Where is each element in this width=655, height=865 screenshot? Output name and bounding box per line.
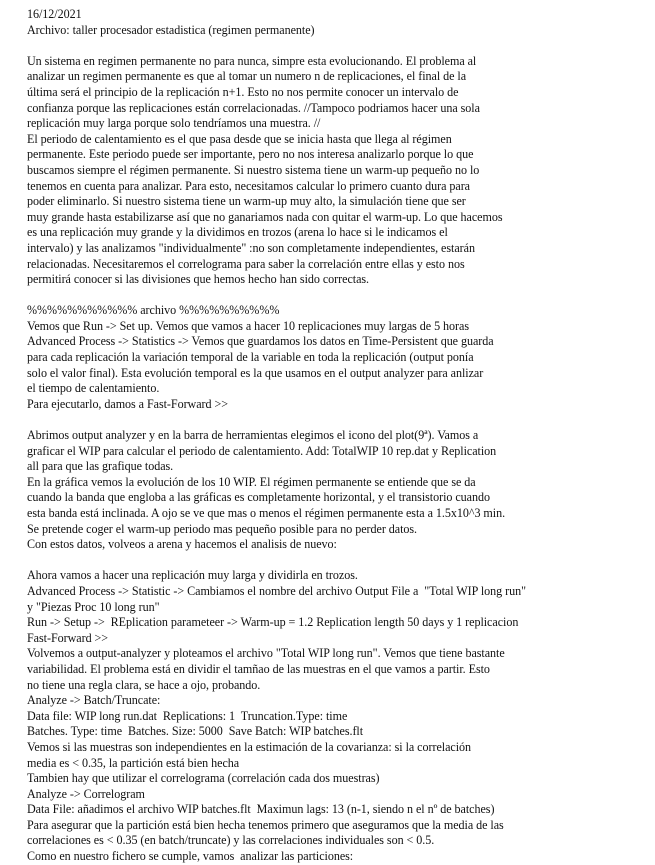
text-line: Advanced Process -> Statistics -> Vemos que guardamos los datos en Time-Persistent que guarda xyxy=(27,334,494,349)
text-line: poder eliminarlo. Si nuestro sistema tiene un warm-up muy alto, la simulación tiene que ser xyxy=(27,194,466,209)
text-line: Tambien hay que utilizar el correlograma (correlación cada dos muestras) xyxy=(27,771,380,786)
section-run-setup xyxy=(27,319,647,413)
text-line: En la gráfica vemos la evolución de los 10 WIP. El régimen permanente se entiende que se da xyxy=(27,474,476,489)
text-line: y "Piezas Proc 10 long run" xyxy=(27,599,160,614)
text-line: para cada replicación la variación temporal de la variable en toda la replicación (output ponía xyxy=(27,350,474,365)
text-line: confianza porque las replicaciones están correlacionadas. //Tampoco podriamos hacer una sola xyxy=(27,100,480,115)
text-line: Vemos si las muestras son independientes en la estimación de la covarianza: si la correlación xyxy=(27,739,472,754)
document-date: 16/12/2021 xyxy=(27,7,82,21)
text-line: solo el valor final). Esta evolución temporal es la que usamos en el output analyzer para anlizar xyxy=(27,365,484,380)
section-long-replication xyxy=(27,568,647,864)
text-line: última será el principio de la replicación n+1. Esto no nos permite conocer un intervalo de xyxy=(27,84,459,99)
text-line: replicación muy larga porque solo tendríamos una muestra. // xyxy=(27,116,321,131)
section-output-analyzer xyxy=(27,428,647,553)
blank-line xyxy=(27,412,647,428)
blank-line xyxy=(27,38,647,54)
text-line: permitirá conocer si las divisiones que hemos hecho han sido correctas. xyxy=(27,272,370,287)
text-line: es una replicación muy grande y la dividimos en trozos (arena lo hace si le indicamos el xyxy=(27,225,448,240)
text-line: Data file: WIP long run.dat Replications: 1 Truncation.Type: time xyxy=(27,708,348,723)
intro-paragraph xyxy=(27,54,647,288)
text-line: variabilidad. El problema está en dividir el tamñao de las muestras en el que vamos a partir. Esto xyxy=(27,661,490,676)
text-line: muy grande hasta estabilizarse así que no ganariamos nada con quitar el warm-up. Lo que hacemos xyxy=(27,209,503,224)
text-line: Ahora vamos a hacer una replicación muy larga y dividirla en trozos. xyxy=(27,568,358,583)
text-line: correlaciones es < 0.35 (en batch/truncate) y las correlaciones individuales son < 0.5. xyxy=(27,833,435,848)
text-line: el tiempo de calentamiento. xyxy=(27,381,160,396)
text-line: Abrimos output analyzer y en la barra de herramientas elegimos el icono del plot(9ª). Vamos a xyxy=(27,428,479,443)
text-line: graficar el WIP para calcular el periodo de calentamiento. Add: TotalWIP 10 rep.dat y Replication xyxy=(27,443,497,458)
blank-line xyxy=(27,288,647,304)
text-line: Run -> Setup -> REplication parameteer -> Warm-up = 1.2 Replication length 50 days y 1 replicacion xyxy=(27,615,519,630)
text-line: Batches. Type: time Batches. Size: 5000 Save Batch: WIP batches.flt xyxy=(27,724,364,739)
text-line: cuando la banda que engloba a las gráficas es completamente horizontal, y el transistorio cuando xyxy=(27,490,490,505)
text-line: esta banda está inclinada. A ojo se ve que mas o menos el régimen permanente esta a 1.5x10^3 min. xyxy=(27,506,506,520)
text-line: Para ejecutarlo, damos a Fast-Forward >> xyxy=(27,396,229,411)
text-line: Se pretende coger el warm-up periodo mas pequeño posible para no perder datos. xyxy=(27,521,418,536)
text-line: Para asegurar que la partición está bien hecha tenemos primero que aseguramos que la media de las xyxy=(27,817,504,832)
text-line: buscamos siempre el régimen permanente. Si nuestro sistema tiene un warm-up pequeño no lo xyxy=(27,162,480,177)
text-line: tenemos en cuenta para analizar. Para esto, necesitamos calcular lo primero cuanto dura para xyxy=(27,178,470,193)
text-line: no tiene una regla clara, se hace a ojo, probando. xyxy=(27,677,261,692)
text-line: Analyze -> Batch/Truncate: xyxy=(27,693,161,708)
document-file-line: Archivo: taller procesador estadistica (regimen permanente) xyxy=(27,22,315,37)
text-line: Advanced Process -> Statistic -> Cambiamos el nombre del archivo Output File a "Total WIP long run" xyxy=(27,583,526,598)
text-line: Con estos datos, volveos a arena y hacemos el analisis de nuevo: xyxy=(27,537,337,552)
text-line: Data File: añadimos el archivo WIP batches.flt Maximun lags: 13 (n-1, siendo n el nº de batches) xyxy=(27,802,495,817)
text-line: Volvemos a output-analyzer y ploteamos el archivo "Total WIP long run". Vemos que tiene bastante xyxy=(27,646,505,661)
text-line: all para que las grafique todas. xyxy=(27,459,174,474)
blank-line xyxy=(27,553,647,569)
text-line: Fast-Forward >> xyxy=(27,630,109,645)
text-line: relacionadas. Necesitaremos el correlograma para saber la correlación entre ellas y esto nos xyxy=(27,256,465,271)
text-line: Un sistema en regimen permanente no para nunca, simpre esta evolucionando. El problema al xyxy=(27,53,477,68)
text-line: Analyze -> Correlogram xyxy=(27,786,145,801)
text-line: Vemos que Run -> Set up. Vemos que vamos a hacer 10 replicaciones muy largas de 5 horas xyxy=(27,318,469,333)
text-line: intervalo) y las analizamos "individualmente" :no son completamente independientes, estarán xyxy=(27,240,475,255)
text-line: permanente. Este periodo puede ser importante, pero no nos interesa analizarlo porque lo que xyxy=(27,147,474,162)
text-line: El periodo de calentamiento es el que pasa desde que se inicia hasta que llega al régimen xyxy=(27,131,452,146)
text-line: media es < 0.35, la partición está bien hecha xyxy=(27,755,240,770)
text-line: Como en nuestro fichero se cumple, vamos analizar las particiones: xyxy=(27,849,354,864)
section-header: %%%%%%%%%%% archivo %%%%%%%%%% xyxy=(27,303,280,318)
text-line: analizar un regimen permanente es que al tomar un numero n de replicaciones, el final de la xyxy=(27,69,467,84)
